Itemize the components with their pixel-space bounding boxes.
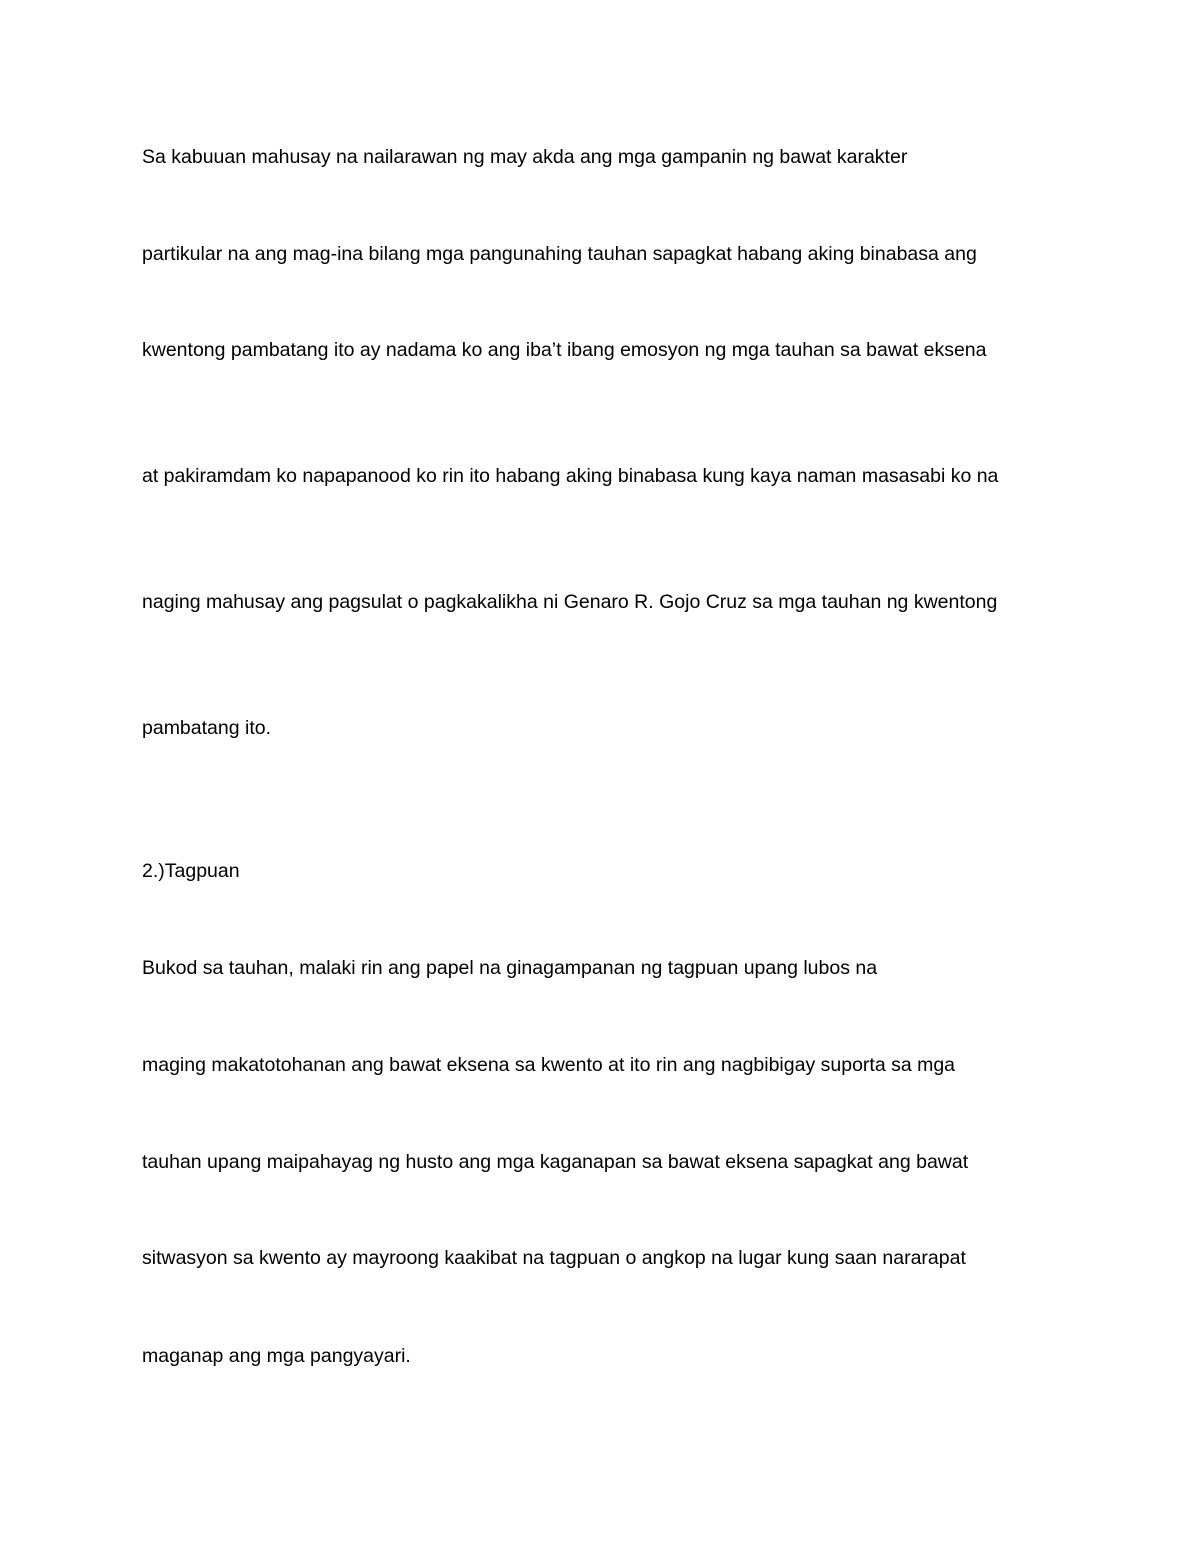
paragraph-line: kwentong pambatang ito ay nadama ko ang iba’t ibang emosyon ng mga tauhan sa bawat eksena	[142, 339, 987, 361]
paragraph-line: partikular na ang mag-ina bilang mga pangunahing tauhan sapagkat habang aking binabasa ang	[142, 243, 977, 265]
paragraph-line: tauhan upang maipahayag ng husto ang mga kaganapan sa bawat eksena sapagkat ang bawat	[142, 1151, 969, 1173]
section-heading: 2.)Tagpuan	[142, 860, 240, 882]
paragraph-line: maging makatotohanan ang bawat eksena sa kwento at ito rin ang nagbibigay suporta sa mga	[142, 1054, 956, 1076]
paragraph-line: sitwasyon sa kwento ay mayroong kaakibat na tagpuan o angkop na lugar kung saan nararapat	[142, 1247, 966, 1269]
paragraph-line: Sa kabuuan mahusay na nailarawan ng may akda ang mga gampanin ng bawat karakter	[142, 146, 908, 168]
paragraph-line: naging mahusay ang pagsulat o pagkakalikha ni Genaro R. Gojo Cruz sa mga tauhan ng kwentong	[142, 591, 998, 613]
paragraph-line: maganap ang mga pangyayari.	[142, 1345, 411, 1367]
paragraph-line: at pakiramdam ko napapanood ko rin ito habang aking binabasa kung kaya naman masasabi ko na	[142, 465, 999, 487]
paragraph-line: Bukod sa tauhan, malaki rin ang papel na ginagampanan ng tagpuan upang lubos na	[142, 957, 878, 979]
paragraph-line: pambatang ito.	[142, 717, 272, 739]
